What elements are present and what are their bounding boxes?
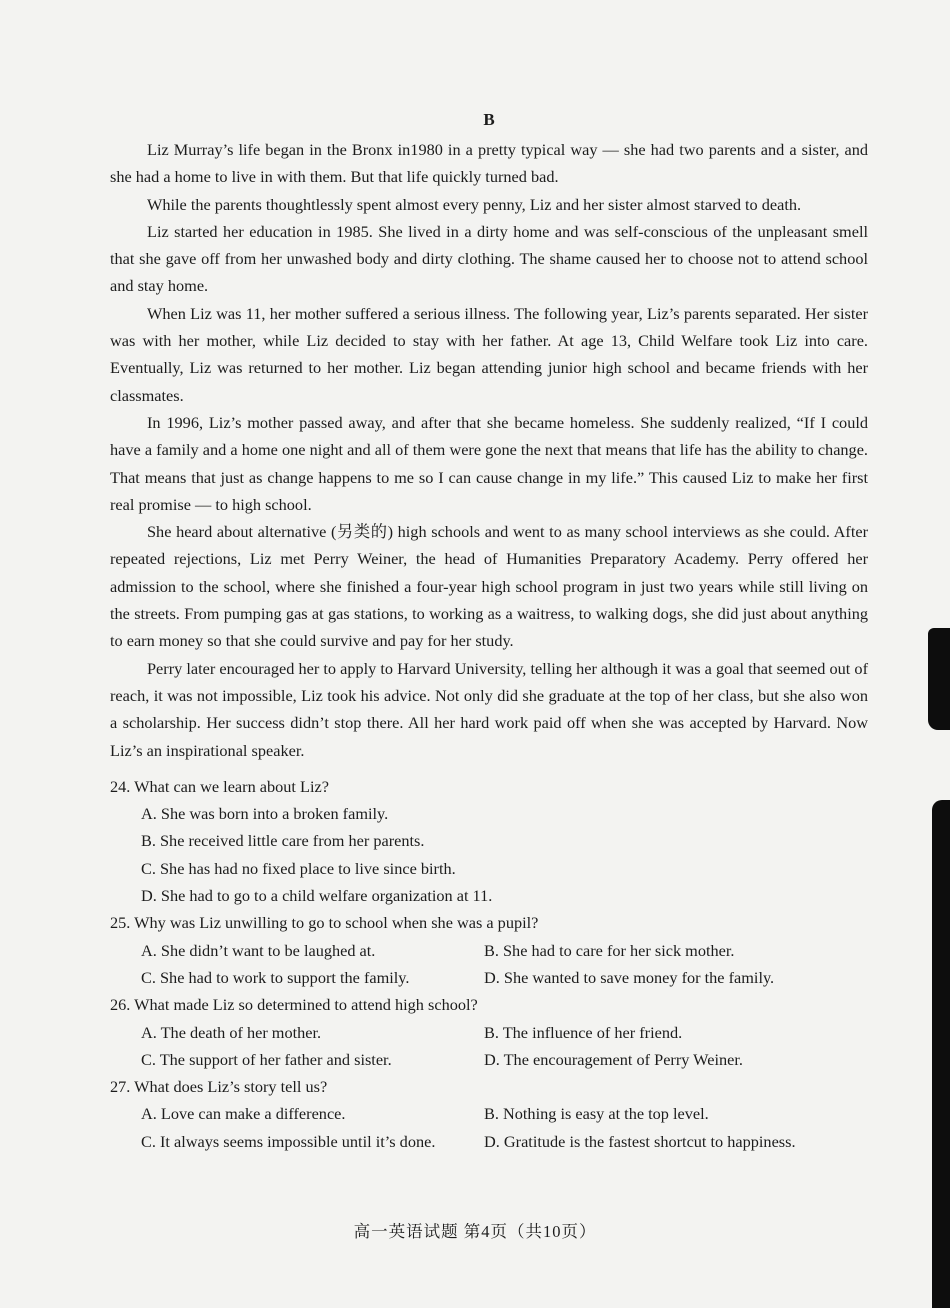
page-footer: 高一英语试题 第4页（共10页） [353, 1222, 597, 1241]
passage-paragraph-7: Perry later encouraged her to apply to Harvard University, telling her although it was a goal that seemed out of reach, it was not impossible, Liz took his advice. Not only did she graduate at the top of her class, but she also won a scholarship. Her success didn’t stop there. All her hard work paid off when she was accepted by Harvard. Now Liz’s an inspirational speaker. [110, 658, 868, 760]
option-c: C. The support of her father and sister. [141, 1049, 392, 1069]
option-list [110, 800, 868, 909]
question-24 [110, 773, 868, 909]
option-b: B. She had to care for her sick mother. [484, 940, 735, 960]
passage-paragraph-5: In 1996, Liz’s mother passed away, and after that she became homeless. She suddenly realized, “If I could have a family and a home one night and all of them were gone the next that means that life has the ability to change. That means that just as change happens to me so I can cause change in my life.” This caused Liz to make her first real promise — to high school. [110, 412, 868, 514]
option-d: D. Gratitude is the fastest shortcut to happiness. [484, 1131, 796, 1151]
passage-paragraph-3: Liz started her education in 1985. She lived in a dirty home and was self-conscious of the unpleasant smell that she gave off from her unwashed body and dirty clothing. The shame caused her to choose not to attend school and stay home. [110, 221, 868, 296]
question-list [110, 773, 868, 1155]
binding-shadow-top [928, 628, 950, 730]
option-d: D. The encouragement of Perry Weiner. [484, 1049, 743, 1069]
option-c: C. She had to work to support the family. [141, 967, 410, 987]
passage-paragraph-1: Liz Murray’s life began in the Bronx in1980 in a pretty typical way — she had two parents and a sister, and she had a home to live in with them. But that life quickly turned bad. [110, 140, 868, 187]
question-stem: 26. What made Liz so determined to attend high school? [110, 995, 478, 1015]
passage-paragraph-6: She heard about alternative (另类的) high schools and went to as many school interviews as she could. After repeated rejections, Liz met Perry Weiner, the head of Humanities Preparatory Academy. Perry offered her admission to the school, where she finished a four-year high school program in just two years while still living on the streets. From pumping gas at gas stations, to working as a waitress, to walking dogs, she did just about anything to earn money so that she could survive and pay for her study. [110, 522, 868, 651]
question-stem: 27. What does Liz’s story tell us? [110, 1077, 328, 1097]
option-c: C. It always seems impossible until it’s done. [141, 1131, 436, 1151]
passage-paragraph-4: When Liz was 11, her mother suffered a serious illness. The following year, Liz’s parents separated. Her sister was with her mother, while Liz decided to stay with her father. At age 13, Child Welfare took Liz into care. Eventually, Liz was returned to her mother. Liz began attending junior high school and became friends with her classmates. [110, 303, 868, 405]
section-label: B [483, 110, 495, 129]
passage-paragraph-2: While the parents thoughtlessly spent almost every penny, Liz and her sister almost starved to death. [147, 194, 802, 214]
option-c: C. She has had no fixed place to live since birth. [141, 858, 456, 878]
option-a: A. She didn’t want to be laughed at. [141, 940, 376, 960]
passage [110, 136, 868, 764]
option-list [110, 1019, 868, 1074]
option-list [110, 937, 868, 992]
question-25 [110, 909, 868, 991]
option-d: D. She had to go to a child welfare organization at 11. [141, 886, 493, 906]
option-a: A. Love can make a difference. [141, 1104, 346, 1124]
question-26 [110, 991, 868, 1073]
option-b: B. She received little care from her parents. [141, 831, 425, 851]
option-b: B. The influence of her friend. [484, 1022, 683, 1042]
option-a: A. She was born into a broken family. [141, 804, 389, 824]
option-list [110, 1100, 868, 1155]
option-d: D. She wanted to save money for the family. [484, 967, 775, 987]
page-content [110, 108, 868, 1155]
option-b: B. Nothing is easy at the top level. [484, 1104, 709, 1124]
question-stem: 25. Why was Liz unwilling to go to school when she was a pupil? [110, 913, 539, 933]
question-stem: 24. What can we learn about Liz? [110, 776, 329, 796]
question-27 [110, 1073, 868, 1155]
option-a: A. The death of her mother. [141, 1022, 322, 1042]
